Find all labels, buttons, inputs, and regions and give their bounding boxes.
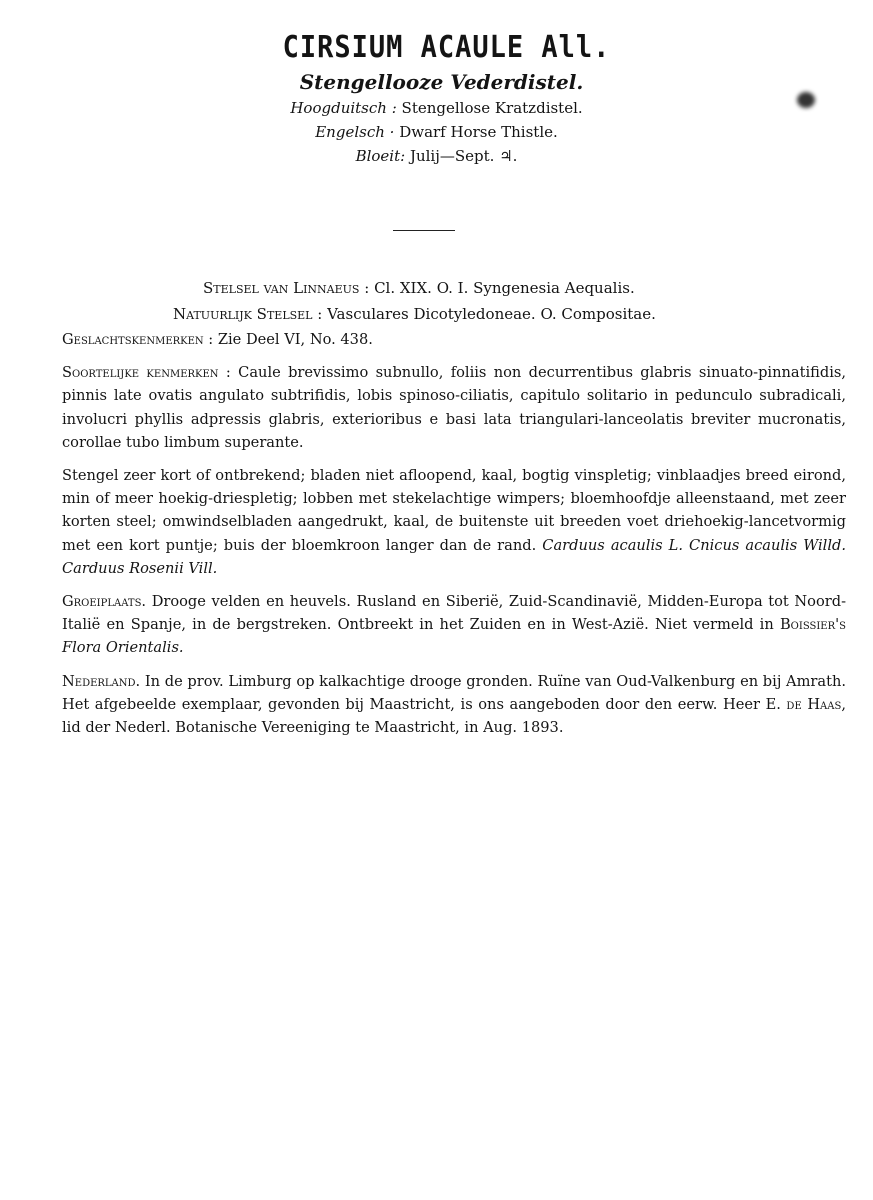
genus-paragraph xyxy=(62,328,846,351)
habitat-label: Groeiplaats. xyxy=(62,593,147,611)
bloom-label: Bloeit: xyxy=(355,147,406,165)
linnaeus-value: Cl. XIX. O. I. Syngenesia Aequalis. xyxy=(374,279,635,297)
dutch-common-name: Stengellooze Vederdistel. xyxy=(299,70,584,94)
netherlands-label: Nederland. xyxy=(62,672,141,690)
linnaeus-label: Stelsel van Linnaeus : xyxy=(203,279,370,297)
synonyms-text: Carduus acaulis L. Cnicus acaulis Willd. Carduus Rosenii Vill. xyxy=(62,536,846,577)
genus-value: Zie Deel VI, No. 438. xyxy=(217,331,373,348)
german-label: Hoogduitsch : xyxy=(290,99,397,117)
species-label: Soortelijke kenmerken : xyxy=(62,364,231,382)
natural-system-label: Natuurlijk Stelsel : xyxy=(173,305,323,323)
scientific-name-title: CIRSIUM ACAULE All. xyxy=(282,30,611,65)
netherlands-text-2: , lid der Nederl. Botanische Vereeniging te Maastricht, in Aug. 1893. xyxy=(62,695,846,737)
habitat-text: Drooge velden en heuvels. Rusland en Siberië, Zuid-Scandinavië, Midden-Europa tot Noord-Italië en Spanje, in de bergstreken. Ontbreekt in het Zuiden en in West-Azië. Niet vermeld in xyxy=(62,593,847,634)
english-label: Engelsch · xyxy=(315,123,395,141)
genus-label: Geslachtskenmerken : xyxy=(62,331,214,348)
habitat-paragraph xyxy=(62,590,846,660)
habitat-work: Flora Orientalis. xyxy=(62,639,184,657)
german-name-line xyxy=(0,96,873,120)
netherlands-person: E. de Haas xyxy=(765,695,842,713)
netherlands-text-1: In de prov. Limburg op kalkachtige drooge gronden. Ruïne van Oud-Valkenburg en bij Amrath. Het afgebeelde exemplaar, gevonden bij Maastricht, is ons aangeboden door den eerw. Heer xyxy=(62,672,847,713)
header-divider xyxy=(393,230,455,231)
netherlands-paragraph xyxy=(62,670,846,740)
species-value: Caule brevissimo subnullo, foliis non decurrentibus glabris sinuato-pinnatifidis, pinnis late ovatis angulato subtrifidis, lobis spinoso-ciliatis, capitulo solitario in pedunculo subradicali, involucri phyllis adpressis glabris, exterioribus e basi lata triangulari-lanceolatis breviter mucronatis, corollae tubo limbum superante. xyxy=(62,364,846,451)
page-header xyxy=(0,30,873,168)
natural-system-line xyxy=(173,302,656,326)
german-name: Stengellose Kratzdistel. xyxy=(401,99,583,117)
bloom-line xyxy=(0,144,873,168)
description-paragraph xyxy=(62,464,846,580)
linnaeus-line xyxy=(203,276,635,300)
description-text: Stengel zeer kort of ontbrekend; bladen niet afloopend, kaal, bogtig vinspletig; vinblaadjes breed eirond, min of meer hoekig-driespletig; lobben met stekelachtige wimpers; bloemhoofdje alleenstaand, met zeer korten steel; omwindselbladen aangedrukt, kaal, de buitenste uit breeden voet driehoekig-lancetvormig met een kort puntje; buis der bloemkroon langer dan de rand. xyxy=(62,467,846,554)
english-name: Dwarf Horse Thistle. xyxy=(399,123,558,141)
bloom-value: Julij—Sept. ♃. xyxy=(409,147,518,165)
english-name-line xyxy=(0,120,873,144)
description-body xyxy=(62,328,846,749)
habitat-author: Boissier's xyxy=(779,616,846,634)
species-paragraph xyxy=(62,361,846,454)
natural-system-value: Vasculares Dicotyledoneae. O. Compositae. xyxy=(327,305,656,323)
